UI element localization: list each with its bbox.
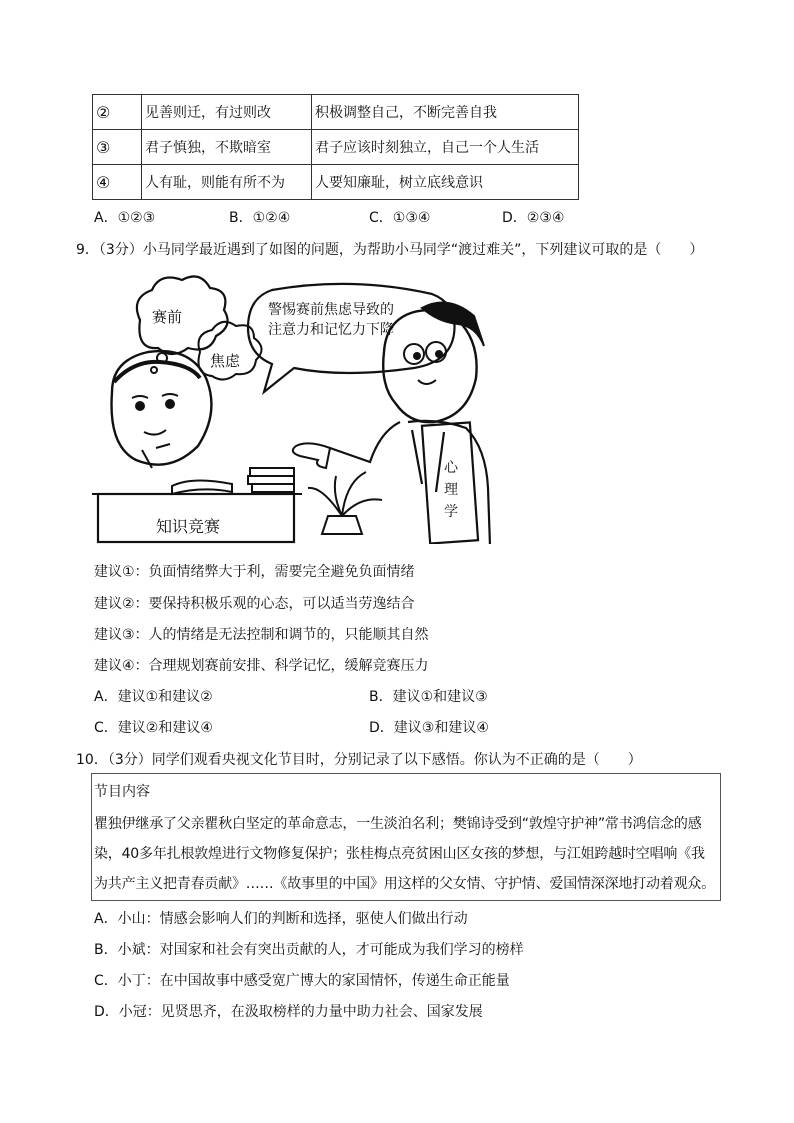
speech-line-2: 注意力和记忆力下降 bbox=[268, 322, 394, 338]
suggestion-3: 建议③：人的情绪是无法控制和调节的，只能顺其自然 bbox=[94, 627, 429, 643]
suggestion-2: 建议②：要保持积极乐观的心态，可以适当劳逸结合 bbox=[94, 596, 415, 612]
book-label-char-1: 心 bbox=[444, 460, 458, 476]
saying-cell: 人有耻，则能有所不为 bbox=[142, 165, 312, 200]
meaning-cell: 积极调整自己，不断完善自我 bbox=[312, 95, 579, 130]
speech-line-1: 警惕赛前焦虑导致的 bbox=[268, 302, 394, 318]
thought-label-1: 赛前 bbox=[152, 308, 183, 326]
q10-stem: 10．（3分）同学们观看央视文化节目时，分别记录了以下感悟。你认为不正确的是（ ） bbox=[76, 752, 642, 768]
cartoon-illustration bbox=[92, 272, 502, 544]
q8-option-d[interactable]: D．②③④ bbox=[502, 210, 565, 226]
box-line-2: 染，40多年扎根敦煌进行文物修复保护；张桂梅点亮贫困山区女孩的梦想，与江姐跨越时空唱响《我 bbox=[94, 846, 705, 862]
meaning-cell: 君子应该时刻独立，自己一个人生活 bbox=[312, 130, 579, 165]
thought-label-2: 焦虑 bbox=[210, 352, 241, 370]
suggestion-1: 建议①：负面情绪弊大于利，需要完全避免负面情绪 bbox=[94, 564, 415, 580]
thought-cloud-2 bbox=[199, 322, 262, 380]
q9-option-d[interactable]: D．建议③和建议④ bbox=[369, 720, 489, 736]
q8-option-b[interactable]: B．①②④ bbox=[229, 210, 291, 226]
meaning-cell: 人要知廉耻，树立底线意识 bbox=[312, 165, 579, 200]
thought-cloud-1 bbox=[137, 276, 228, 354]
saying-cell: 见善则迁，有过则改 bbox=[142, 95, 312, 130]
plant bbox=[308, 472, 382, 534]
box-line-3: 为共产主义把青春贡献》……《故事里的中国》用这样的父女情、守护情、爱国情深深地打动着观众。 bbox=[94, 876, 715, 892]
q8-option-c[interactable]: C．①③④ bbox=[369, 210, 431, 226]
row-number: ④ bbox=[93, 165, 142, 200]
book-label-char-3: 学 bbox=[444, 504, 458, 520]
q10-option-c[interactable]: C．小丁：在中国故事中感受宽广博大的家国情怀，传递生命正能量 bbox=[94, 973, 510, 989]
sayings-table bbox=[92, 94, 579, 200]
saying-cell: 君子慎独，不欺暗室 bbox=[142, 130, 312, 165]
student-head bbox=[112, 351, 212, 465]
desk-label: 知识竞赛 bbox=[156, 517, 221, 536]
q8-option-a[interactable]: A．①②③ bbox=[94, 210, 156, 226]
table-row bbox=[93, 130, 579, 165]
teacher-hand bbox=[293, 443, 330, 468]
q9-option-c[interactable]: C．建议②和建议④ bbox=[94, 720, 213, 736]
q10-option-b[interactable]: B．小斌：对国家和社会有突出贡献的人，才可能成为我们学习的榜样 bbox=[94, 942, 524, 958]
row-number: ③ bbox=[93, 130, 142, 165]
q9-option-b[interactable]: B．建议①和建议③ bbox=[369, 689, 488, 705]
row-number: ② bbox=[93, 95, 142, 130]
teacher-head bbox=[383, 310, 476, 422]
q9-stem: 9．（3分）小马同学最近遇到了如图的问题，为帮助小马同学“渡过难关”，下列建议可取的是（ ） bbox=[76, 242, 704, 258]
suggestion-4: 建议④：合理规划赛前安排、科学记忆，缓解竞赛压力 bbox=[94, 658, 429, 674]
q10-option-d[interactable]: D．小冠：见贤思齐，在汲取榜样的力量中助力社会、国家发展 bbox=[94, 1004, 483, 1020]
book-label-char-2: 理 bbox=[444, 482, 458, 498]
box-title: 节目内容 bbox=[94, 784, 150, 800]
table-row bbox=[93, 165, 579, 200]
table-row bbox=[93, 95, 579, 130]
program-content-box bbox=[91, 773, 721, 901]
q10-option-a[interactable]: A．小山：情感会影响人们的判断和选择，驱使人们做出行动 bbox=[94, 911, 468, 927]
q9-option-a[interactable]: A．建议①和建议② bbox=[94, 689, 213, 705]
box-line-1: 瞿独伊继承了父亲瞿秋白坚定的革命意志，一生淡泊名利；樊锦诗受到“敦煌守护神”常书鸿信念的感 bbox=[94, 816, 702, 832]
